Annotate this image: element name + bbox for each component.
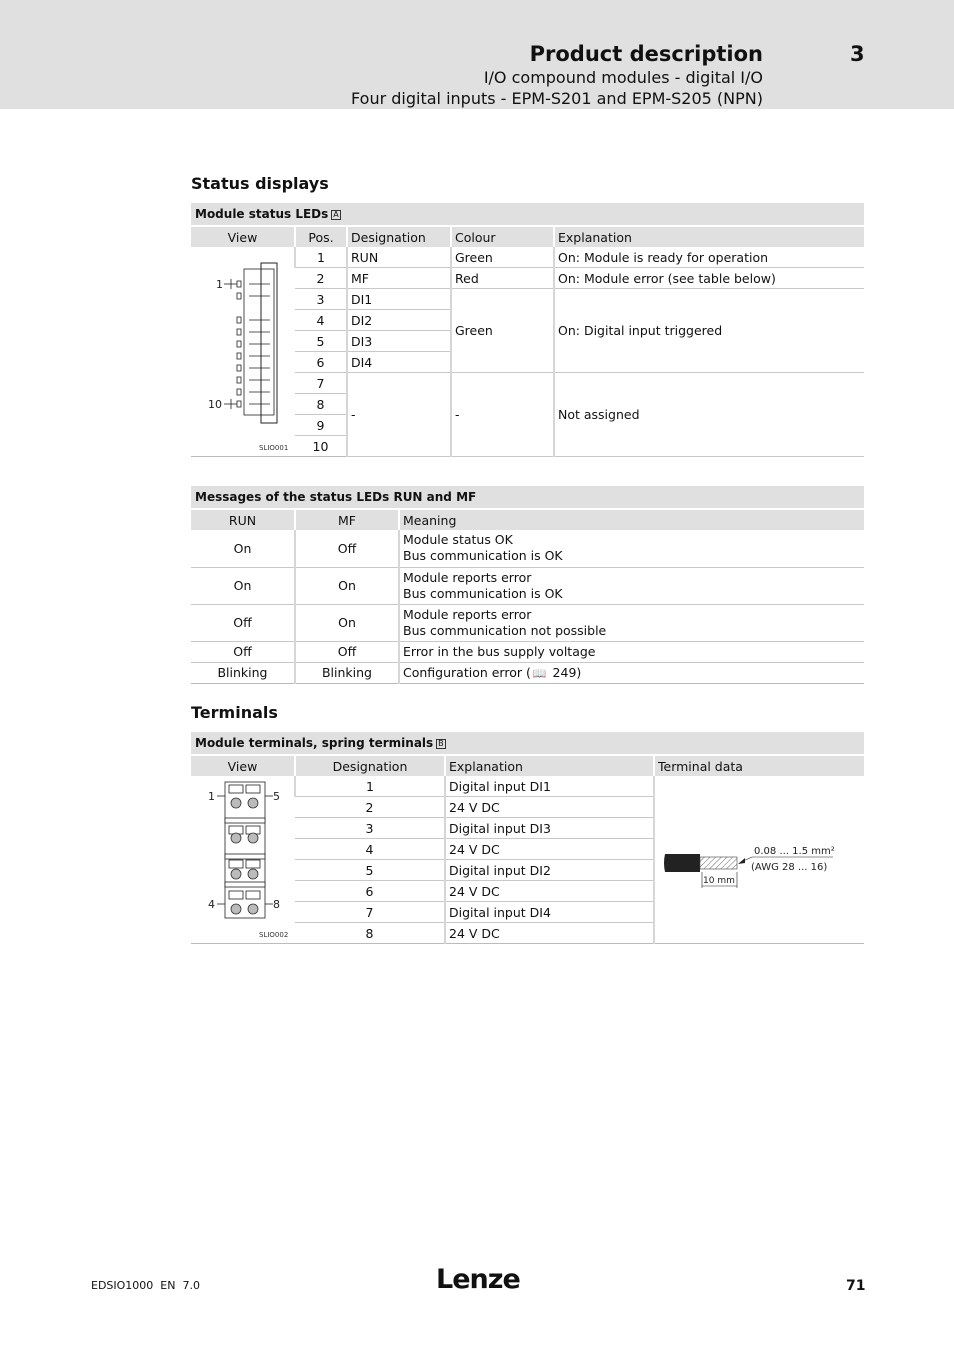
designation-cell: 1 <box>295 776 445 797</box>
col-header: RUN <box>191 509 295 530</box>
run-cell: On <box>191 530 295 567</box>
figure-code: SLIO001 <box>259 444 289 452</box>
col-header: Explanation <box>445 755 654 776</box>
designation-cell: DI2 <box>347 310 451 331</box>
pos-cell: 3 <box>295 289 347 310</box>
figure-mark: A <box>333 210 339 219</box>
led-messages-table <box>191 486 864 684</box>
meaning-cell: Module reports error Bus communication not possible <box>399 604 864 641</box>
view-label-1: 1 <box>216 278 223 291</box>
mf-cell: Blinking <box>295 662 399 683</box>
col-header: MF <box>295 509 399 530</box>
explanation-cell: 24 V DC <box>445 881 654 902</box>
led-module-view <box>191 247 295 457</box>
document-id: EDSIO1000 EN 7.0 <box>91 1279 200 1292</box>
colour-cell: Red <box>451 268 554 289</box>
view-label-10: 10 <box>208 398 222 411</box>
col-header: Terminal data <box>654 755 864 776</box>
page-subtitle-1: I/O compound modules - digital I/O <box>483 68 763 87</box>
colour-cell: Green <box>451 247 554 268</box>
pos-cell: 4 <box>295 310 347 331</box>
designation-cell: 2 <box>295 797 445 818</box>
designation-cell: MF <box>347 268 451 289</box>
explanation-cell: Digital input DI4 <box>445 902 654 923</box>
page-reference[interactable]: 249) <box>552 665 582 680</box>
pos-cell: 2 <box>295 268 347 289</box>
pos-cell: 7 <box>295 373 347 394</box>
section-title-status: Status displays <box>191 174 329 193</box>
designation-cell: 6 <box>295 881 445 902</box>
explanation-cell: Digital input DI3 <box>445 818 654 839</box>
run-cell: On <box>191 567 295 604</box>
run-cell: Blinking <box>191 662 295 683</box>
meaning-cell: Configuration error ( 📖 249) <box>399 662 864 683</box>
meaning-cell: Module status OK Bus communication is OK <box>399 530 864 567</box>
explanation-cell: On: Digital input triggered <box>554 289 864 373</box>
pos-cell: 10 <box>295 436 347 457</box>
col-header: View <box>191 226 295 247</box>
chapter-number: 3 <box>850 42 865 66</box>
designation-cell: DI3 <box>347 331 451 352</box>
page-header <box>0 0 954 109</box>
page-number: 71 <box>846 1278 866 1294</box>
status-leds-table <box>191 203 864 457</box>
lenze-logo: Lenze <box>436 1264 520 1295</box>
led-module-drawing <box>191 247 295 459</box>
pos-cell: 5 <box>295 331 347 352</box>
strip-length-label: 10 mm <box>703 876 735 886</box>
terminals-table <box>191 732 864 944</box>
wire-section-label: 0.08 ... 1.5 mm² <box>754 846 835 857</box>
terminal-module-view <box>191 776 295 944</box>
explanation-cell: Digital input DI2 <box>445 860 654 881</box>
col-header: Designation <box>295 755 445 776</box>
designation-cell: 7 <box>295 902 445 923</box>
col-header: Pos. <box>295 226 347 247</box>
col-header: View <box>191 755 295 776</box>
colour-cell: Green <box>451 289 554 373</box>
pos-cell: 1 <box>295 247 347 268</box>
wire-strip-drawing <box>655 776 865 946</box>
run-cell: Off <box>191 604 295 641</box>
table-caption: Module status LEDs A <box>191 203 864 225</box>
designation-cell: - <box>347 373 451 457</box>
explanation-cell: Not assigned <box>554 373 864 457</box>
view-label-1: 1 <box>208 790 215 803</box>
designation-cell: 4 <box>295 839 445 860</box>
table-caption: Messages of the status LEDs RUN and MF <box>191 486 864 508</box>
table-caption: Module terminals, spring terminals B <box>191 732 864 754</box>
view-label-8: 8 <box>273 898 280 911</box>
designation-cell: RUN <box>347 247 451 268</box>
designation-cell: DI4 <box>347 352 451 373</box>
col-header: Meaning <box>399 509 864 530</box>
explanation-cell: 24 V DC <box>445 797 654 818</box>
designation-cell: DI1 <box>347 289 451 310</box>
meaning-cell: Module reports error Bus communication is OK <box>399 567 864 604</box>
section-title-terminals: Terminals <box>191 703 278 722</box>
col-header: Designation <box>347 226 451 247</box>
mf-cell: Off <box>295 530 399 567</box>
designation-cell: 3 <box>295 818 445 839</box>
pos-cell: 8 <box>295 394 347 415</box>
figure-code: SLIO002 <box>259 931 289 939</box>
col-header: Explanation <box>554 226 864 247</box>
mf-cell: Off <box>295 641 399 662</box>
terminal-data-cell <box>654 776 864 944</box>
view-label-5: 5 <box>273 790 280 803</box>
explanation-cell: On: Module is ready for operation <box>554 247 864 268</box>
explanation-cell: 24 V DC <box>445 839 654 860</box>
designation-cell: 5 <box>295 860 445 881</box>
pos-cell: 6 <box>295 352 347 373</box>
view-label-4: 4 <box>208 898 215 911</box>
mf-cell: On <box>295 604 399 641</box>
mf-cell: On <box>295 567 399 604</box>
explanation-cell: 24 V DC <box>445 923 654 944</box>
meaning-cell: Error in the bus supply voltage <box>399 641 864 662</box>
explanation-cell: Digital input DI1 <box>445 776 654 797</box>
run-cell: Off <box>191 641 295 662</box>
pos-cell: 9 <box>295 415 347 436</box>
terminal-module-drawing <box>191 776 295 946</box>
book-icon: 📖 <box>532 667 547 680</box>
explanation-cell: On: Module error (see table below) <box>554 268 864 289</box>
figure-mark: B <box>438 739 444 748</box>
colour-cell: - <box>451 373 554 457</box>
col-header: Colour <box>451 226 554 247</box>
page-title: Product description <box>529 42 763 66</box>
wire-awg-label: (AWG 28 ... 16) <box>751 862 828 873</box>
page-subtitle-2: Four digital inputs - EPM-S201 and EPM-S205 (NPN) <box>351 89 763 108</box>
designation-cell: 8 <box>295 923 445 944</box>
